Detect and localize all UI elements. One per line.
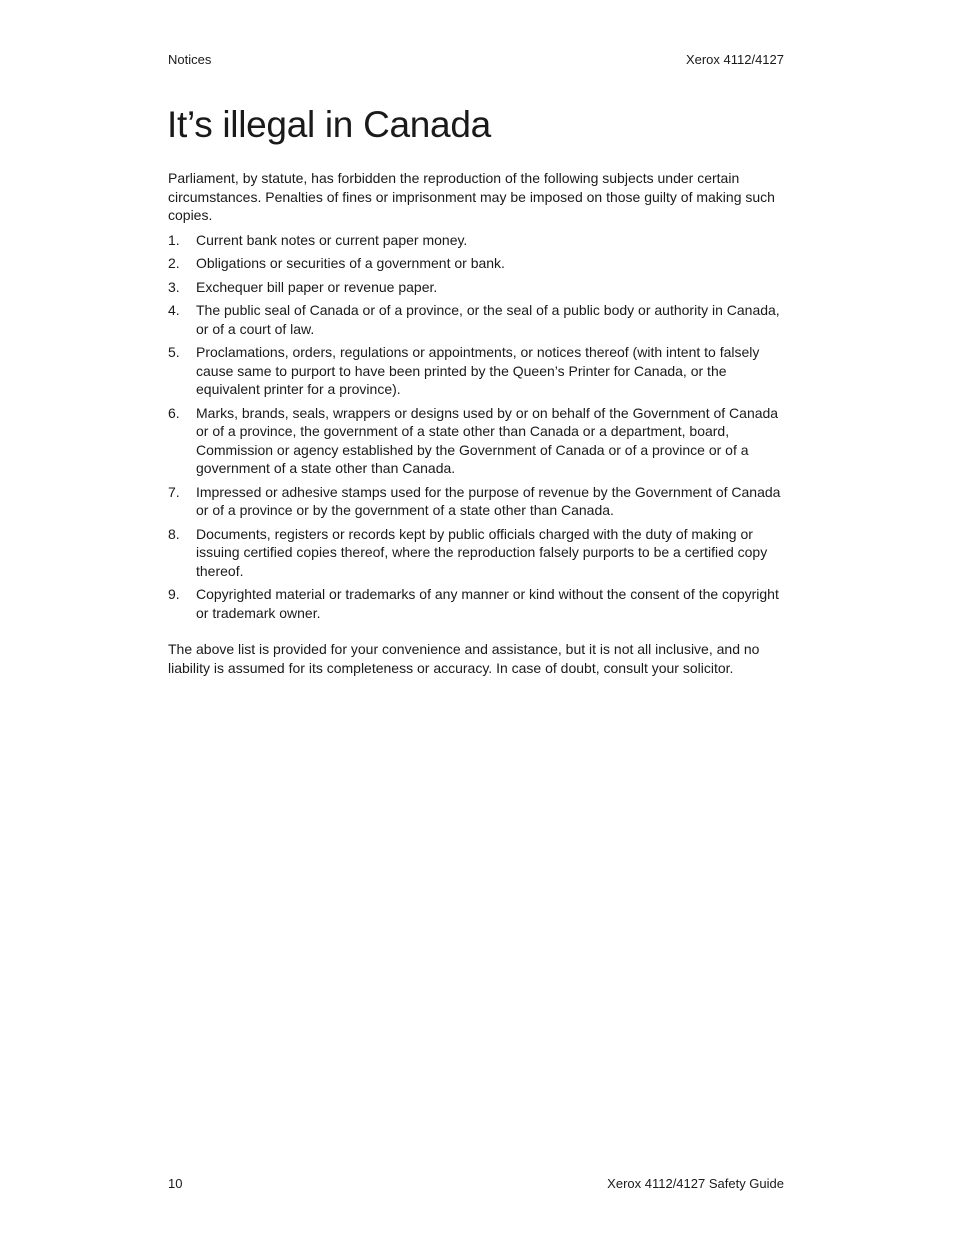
list-item-text: Impressed or adhesive stamps used for the purpose of revenue by the Government of Canada or of a province or by the government of a state other than Canada. [196,483,781,518]
page-footer [168,1176,784,1192]
list-item-text: Obligations or securities of a government or bank. [196,255,505,271]
list-item-text: Exchequer bill paper or revenue paper. [196,278,438,295]
page-content [168,169,784,677]
list-item-text: Proclamations, orders, regulations or appointments, or notices thereof (with intent to falsely cause same to purport to have been printed by the Queen’s Printer for Canada, or the equivalent printer for a province). [196,344,760,397]
list-item [168,343,784,399]
list-item [168,231,784,250]
list-item-number: 2. [168,255,180,271]
header-product: Xerox 4112/4127 [685,52,784,67]
list-item-number: 9. [168,586,180,602]
page-number: 10 [168,1176,183,1191]
list-item [168,525,784,581]
list-item [168,278,784,297]
list-item [168,301,784,338]
intro-paragraph: Parliament, by statute, has forbidden the reproduction of the following subjects under certain circumstances. Penalties of fines or imprisonment may be imposed on those guilty of making such copies. [168,170,775,223]
list-item-number: 3. [168,278,180,295]
list-item-text: Current bank notes or current paper money. [196,231,468,248]
list-item-number: 5. [168,344,180,360]
forbidden-subjects-list [168,231,784,623]
list-item-number: 6. [168,404,180,421]
list-item-number: 4. [168,302,180,318]
header-section: Notices [168,52,212,67]
list-item [168,585,784,622]
list-item-number: 1. [168,231,180,248]
list-item-text: Copyrighted material or trademarks of any manner or kind without the consent of the copyright or trademark owner. [196,586,779,621]
list-item-text: The public seal of Canada or of a province, or the seal of a public body or authority in Canada, or of a court of law. [196,302,780,337]
list-item-number: 8. [168,525,180,542]
closing-paragraph: The above list is provided for your convenience and assistance, but it is not all inclusive, and no liability is assumed for its completeness or accuracy. In case of doubt, consult your solicitor. [168,641,760,676]
list-item [168,254,784,273]
page-header [168,52,784,68]
page-title: It’s illegal in Canada [167,104,491,145]
list-item-text: Marks, brands, seals, wrappers or designs used by or on behalf of the Government of Canada or of a province, the government of a state other than Canada or a department, board, Commission or agency established by the Government of Canada or of a province or of a government of a state other than Canada. [196,404,779,476]
list-item-number: 7. [168,483,180,500]
list-item [168,404,784,478]
footer-guide-title: Xerox 4112/4127 Safety Guide [607,1176,784,1191]
list-item [168,483,784,520]
list-item-text: Documents, registers or records kept by public officials charged with the duty of making or issuing certified copies thereof, where the reproduction falsely purports to be a certified copy thereof. [196,525,768,579]
